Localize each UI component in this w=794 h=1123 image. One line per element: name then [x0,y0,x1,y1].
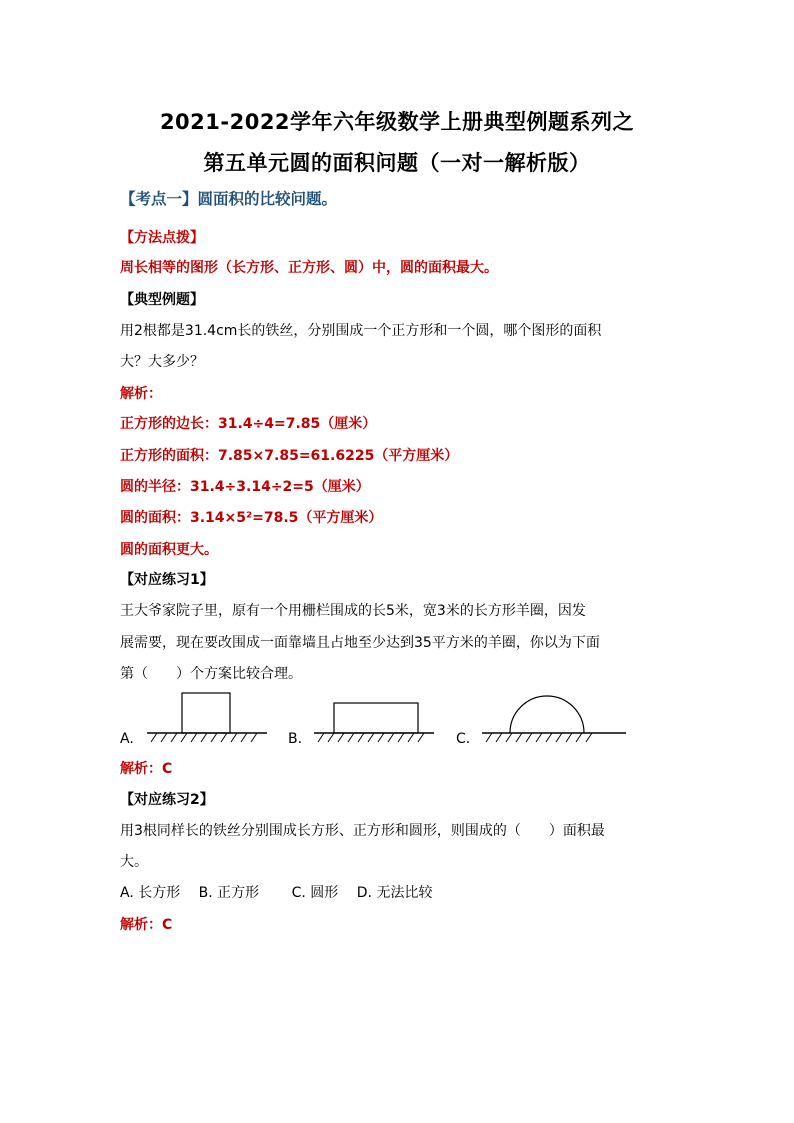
practice1-answer: 解析：C [120,761,173,777]
practice1-question-line2: 展需要，现在要改围成一面靠墙且占地至少达到35平方米的羊圈，你以为下面 [120,635,600,651]
practice2-choices: A. 长方形 B. 正方形 C. 圆形 D. 无法比较 [120,885,433,901]
option-c-label: C. [456,731,471,747]
practice2-question-line2: 大。 [120,854,148,870]
analysis-conclusion: 圆的面积更大。 [120,542,218,558]
example-question-line2: 大？大多少？ [120,354,204,370]
method-text: 周长相等的图形（长方形、正方形、圆）中，圆的面积最大。 [120,260,498,276]
document-title-line1: 2021-2022学年六年级数学上册典型例题系列之 [159,110,635,134]
option-b-diagram [314,690,436,746]
analysis-line: 正方形的面积：7.85×7.85=61.6225（平方厘米） [120,448,459,464]
method-label: 【方法点拨】 [120,230,204,246]
practice2-answer: 解析：C [120,917,173,933]
example-question-line1: 用2根都是31.4cm长的铁丝，分别围成一个正方形和一个圆，哪个图形的面积 [120,323,602,339]
analysis-line: 圆的半径：31.4÷3.14÷2=5（厘米） [120,479,370,495]
analysis-line: 正方形的边长：31.4÷4=7.85（厘米） [120,416,377,432]
practice2-question-line1: 用3根同样长的铁丝分别围成长方形、正方形和圆形，则围成的（ ）面积最 [120,823,605,839]
practice1-question-line3: 第（ ）个方案比较合理。 [120,666,302,682]
analysis-line: 圆的面积：3.14×5²=78.5（平方厘米） [120,510,383,526]
option-c-diagram [482,690,628,746]
option-a-label: A. [120,731,134,747]
practice1-label: 【对应练习1】 [120,572,214,588]
analysis-label: 解析： [120,386,162,402]
option-b-label: B. [288,731,303,747]
option-a-diagram [147,690,269,746]
document-title-line2: 第五单元圆的面积问题（一对一解析版） [203,151,591,175]
example-label: 【典型例题】 [120,292,204,308]
topic-heading: 【考点一】圆面积的比较问题。 [120,190,338,208]
practice2-label: 【对应练习2】 [120,792,214,808]
practice1-question-line1: 王大爷家院子里，原有一个用栅栏围成的长5米，宽3米的长方形羊圈，因发 [120,603,586,619]
